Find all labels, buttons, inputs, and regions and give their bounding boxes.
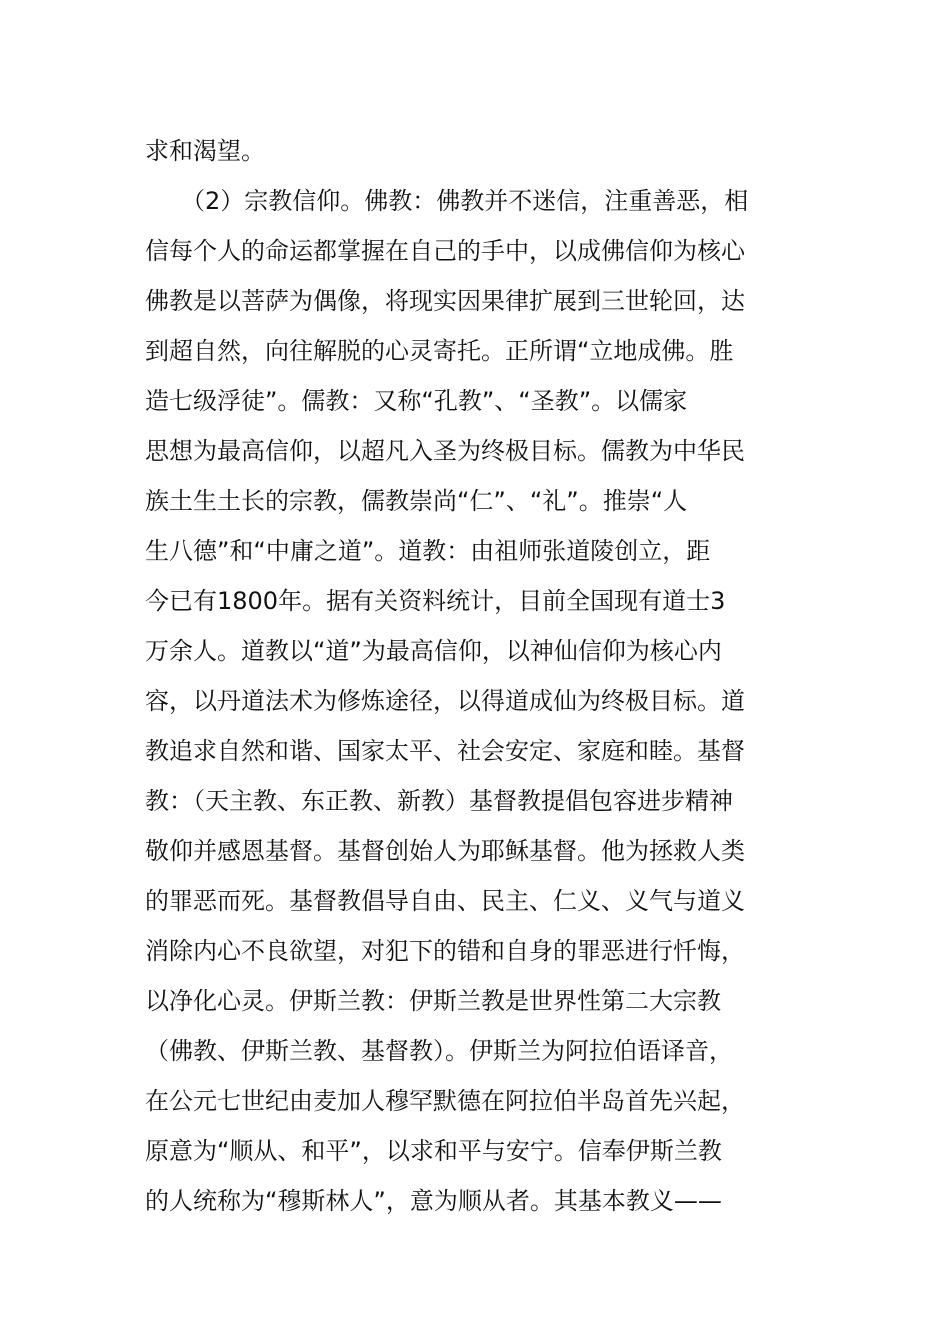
text-line: 今已有1800年。据有关资料统计，目前全国现有道士3 <box>145 587 726 615</box>
text-line: 思想为最高信仰，以超凡入圣为终极目标。儒教为中华民 <box>145 437 745 465</box>
text-line: 族土生土长的宗教，儒教崇尚“仁”、“礼”。推崇“人 <box>145 487 688 515</box>
text-line: （2）宗教信仰。佛教：佛教并不迷信，注重善恶，相 <box>145 187 749 215</box>
text-line: 佛教是以菩萨为偶像，将现实因果律扩展到三世轮回，达 <box>145 287 745 315</box>
text-line: （佛教、伊斯兰教、基督教）。伊斯兰为阿拉伯语译音， <box>145 1037 733 1065</box>
text-line: 的人统称为“穆斯林人”，意为顺从者。其基本教义—— <box>145 1187 722 1215</box>
text-line: 造七级浮徒”。儒教：又称“孔教”、“圣教”。以儒家 <box>145 387 688 415</box>
text-line: 生八德”和“中庸之道”。道教：由祖师张道陵创立，距 <box>145 537 711 565</box>
text-line: 求和渴望。 <box>145 137 265 165</box>
text-line: 敬仰并感恩基督。基督创始人为耶稣基督。他为拯救人类 <box>145 837 745 865</box>
text-line: 到超自然，向往解脱的心灵寄托。正所谓“立地成佛。胜 <box>145 337 734 365</box>
text-line: 容，以丹道法术为修炼途径，以得道成仙为终极目标。道 <box>145 687 745 715</box>
text-line: 在公元七世纪由麦加人穆罕默德在阿拉伯半岛首先兴起， <box>145 1087 745 1115</box>
text-line: 的罪恶而死。基督教倡导自由、民主、仁义、义气与道义 <box>145 887 745 915</box>
text-line: 教：（天主教、东正教、新教）基督教提倡包容进步精神 <box>145 787 733 815</box>
text-line: 万余人。道教以“道”为最高信仰，以神仙信仰为核心内 <box>145 637 722 665</box>
text-line: 教追求自然和谐、国家太平、社会安定、家庭和睦。基督 <box>145 737 745 765</box>
text-line: 以净化心灵。伊斯兰教：伊斯兰教是世界性第二大宗教 <box>145 987 721 1015</box>
text-line: 原意为“顺从、和平”，以求和平与安宁。信奉伊斯兰教 <box>145 1137 722 1165</box>
text-line: 消除内心不良欲望，对犯下的错和自身的罪恶进行忏悔， <box>145 937 745 965</box>
text-line: 信每个人的命运都掌握在自己的手中，以成佛信仰为核心 <box>145 237 745 265</box>
body-text <box>145 126 815 1226</box>
